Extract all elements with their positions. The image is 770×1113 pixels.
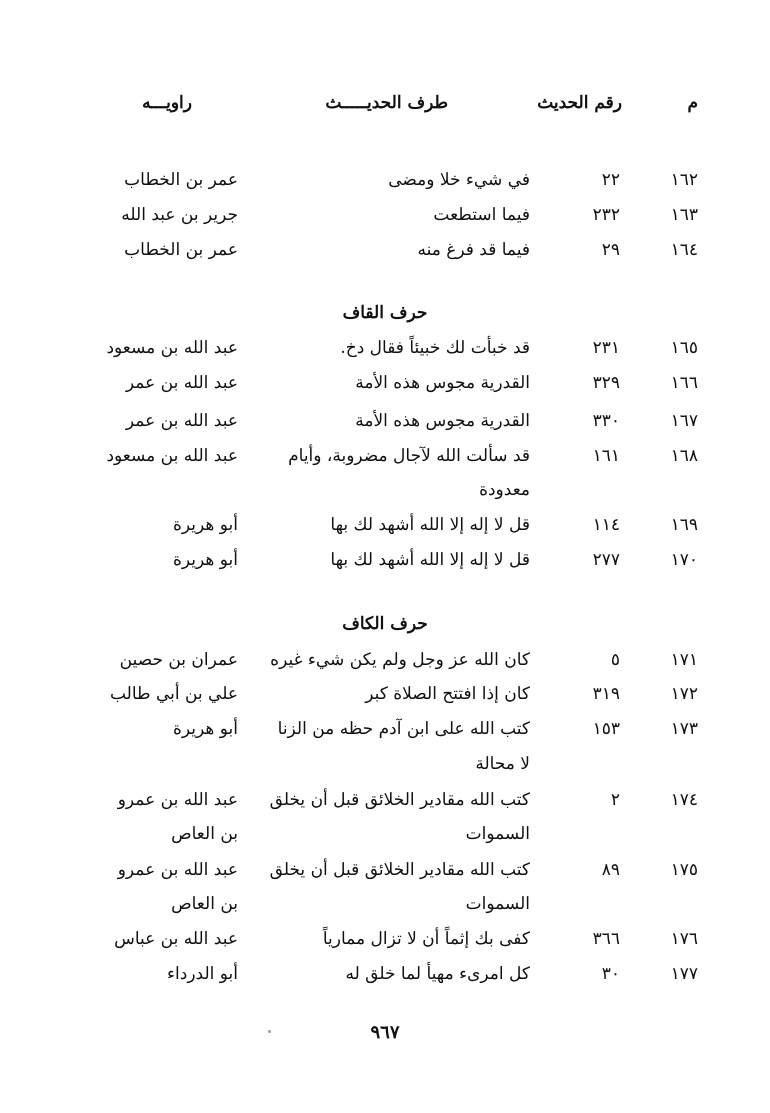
narrator: عبد الله بن عباس [114,929,238,949]
hadith-text: فيما استطعت [433,205,530,225]
narrator: عمر بن الخطاب [124,170,238,190]
page-number: ٩٦٧ [370,1022,400,1043]
table-row [0,331,770,365]
hadith-number: ١١٤ [592,515,620,535]
table-row [0,198,770,232]
hadith-number: ٣٣٠ [592,411,620,431]
section-title-kaf: حرف الكاف [342,614,428,634]
narrator: عبد الله بن عمر [125,411,238,431]
hadith-text-continuation: السموات [465,894,530,914]
entry-number: ١٦٨ [670,446,698,466]
hadith-text: قد خبأت لك خبيئاً فقال دخ. [340,338,530,358]
table-row-continuation [0,473,770,507]
narrator: عمر بن الخطاب [124,240,238,260]
narrator: عبد الله بن عمر [125,373,238,393]
entry-number: ١٧٥ [670,860,698,880]
narrator: أبو هريرة [172,550,238,570]
header-number: م [687,93,698,113]
narrator-continuation: بن العاص [171,824,238,844]
table-row-continuation [0,817,770,851]
narrator: جرير بن عبد الله [121,205,238,225]
table-row-continuation [0,747,770,781]
hadith-number: ٥ [610,650,620,670]
hadith-text: قل لا إله إلا الله أشهد لك بها [330,515,530,535]
narrator: عبد الله بن مسعود [106,338,238,358]
table-row [0,783,770,817]
hadith-number: ٢ [610,790,620,810]
table-row [0,404,770,438]
table-row [0,233,770,267]
narrator: عبد الله بن مسعود [106,446,238,466]
narrator-continuation: بن العاص [171,894,238,914]
hadith-number: ٢٢ [601,170,620,190]
table-row-continuation [0,887,770,921]
table-row [0,439,770,473]
hadith-number: ٢٣٢ [592,205,620,225]
narrator: عبد الله بن عمرو [117,860,238,880]
header-hadith-text: طرف الحديـــــث [325,93,448,113]
table-row [0,508,770,542]
hadith-text: كتب الله مقادير الخلائق قبل أن يخلق [269,790,530,810]
table-row [0,922,770,956]
narrator: أبو هريرة [172,719,238,739]
entry-number: ١٧٦ [670,929,698,949]
entry-number: ١٦٥ [670,338,698,358]
entry-number: ١٧٣ [670,719,698,739]
hadith-number: ٣٢٩ [592,373,620,393]
table-row [0,366,770,400]
hadith-number: ٣٦٦ [592,929,620,949]
header-hadith-number: رقم الحديث [537,93,622,113]
entry-number: ١٦٧ [670,411,698,431]
table-row [0,163,770,197]
entry-number: ١٧٤ [670,790,698,810]
entry-number: ١٧١ [670,650,698,670]
table-header [0,86,770,120]
hadith-number: ٨٩ [601,860,620,880]
table-row [0,677,770,711]
hadith-text: كان الله عز وجل ولم يكن شيء غيره [270,650,530,670]
narrator: علي بن أبي طالب [109,684,238,704]
entry-number: ١٧٠ [670,550,698,570]
entry-number: ١٧٢ [670,684,698,704]
hadith-text: كتب الله على ابن آدم حظه من الزنا [277,719,530,739]
narrator: عبد الله بن عمرو [117,790,238,810]
hadith-number: ٢٧٧ [592,550,620,570]
hadith-text: كتب الله مقادير الخلائق قبل أن يخلق [269,860,530,880]
narrator: أبو هريرة [172,515,238,535]
hadith-text-continuation: معدودة [479,480,530,500]
table-row [0,643,770,677]
hadith-text: القدرية مجوس هذه الأمة [355,373,530,393]
hadith-number: ٢٩ [601,240,620,260]
narrator: أبو الدرداء [167,964,238,984]
hadith-text: كفى بك إثماً أن لا تزال ممارياً [322,929,530,949]
hadith-number: ١٦١ [592,446,620,466]
hadith-text-continuation: السموات [465,824,530,844]
entry-number: ١٦٣ [670,205,698,225]
hadith-text-continuation: لا محالة [475,754,530,774]
hadith-number: ٣١٩ [592,684,620,704]
header-narrator: راويـــه [142,93,192,113]
entry-number: ١٦٩ [670,515,698,535]
hadith-text: القدرية مجوس هذه الأمة [355,411,530,431]
hadith-number: ١٥٣ [592,719,620,739]
hadith-text: كان إذا افتتح الصلاة كبر [365,684,530,704]
entry-number: ١٦٢ [670,170,698,190]
hadith-number: ٣٠ [601,964,620,984]
hadith-text: كل امرىء مهيأ لما خلق له [345,964,530,984]
entry-number: ١٦٦ [670,373,698,393]
table-row [0,853,770,887]
hadith-text: قد سألت الله لآجال مضروبة، وأيام [288,446,530,466]
narrator: عمران بن حصين [119,650,238,670]
hadith-number: ٢٣١ [592,338,620,358]
hadith-text: قل لا إله إلا الله أشهد لك بها [330,550,530,570]
hadith-text: في شيء خلا ومضى [388,170,530,190]
entry-number: ١٦٤ [670,240,698,260]
table-row [0,543,770,577]
table-row [0,957,770,991]
table-row [0,712,770,746]
entry-number: ١٧٧ [670,964,698,984]
hadith-text: فيما قد فرغ منه [417,240,530,260]
section-title-qaf: حرف القاف [342,303,428,323]
